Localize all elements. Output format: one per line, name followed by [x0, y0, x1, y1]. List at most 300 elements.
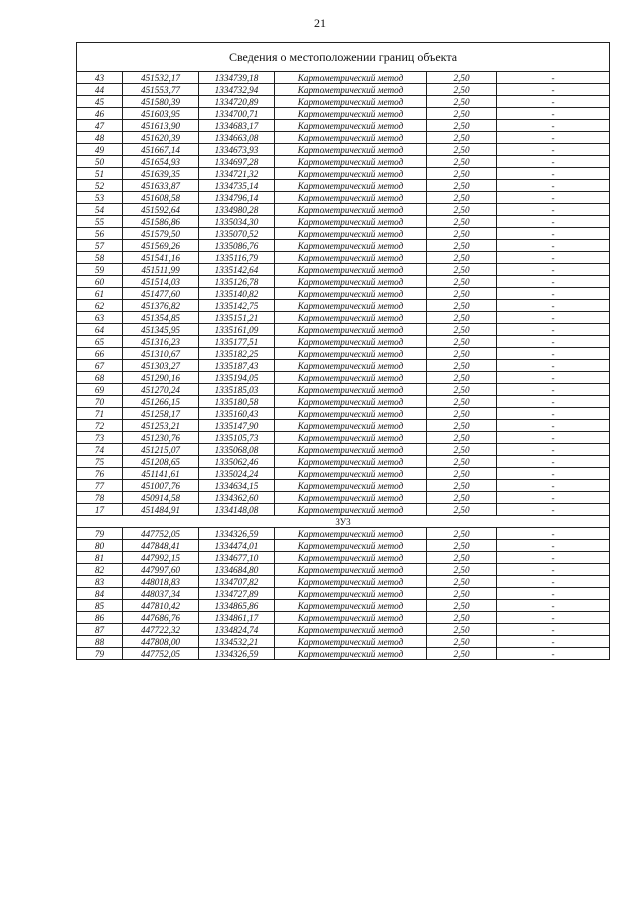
point-number-cell: 68	[77, 372, 123, 384]
accuracy-cell: 2,50	[427, 552, 497, 564]
table-body	[77, 72, 610, 660]
table-row	[77, 324, 610, 336]
description-cell: -	[497, 396, 610, 408]
table-row	[77, 420, 610, 432]
method-cell: Картометрический метод	[275, 384, 427, 396]
point-number-cell: 59	[77, 264, 123, 276]
accuracy-cell: 2,50	[427, 612, 497, 624]
description-cell: -	[497, 612, 610, 624]
description-cell: -	[497, 144, 610, 156]
method-cell: Картометрический метод	[275, 432, 427, 444]
y-coordinate-cell: 1335194,05	[199, 372, 275, 384]
y-coordinate-cell: 1335147,90	[199, 420, 275, 432]
description-cell: -	[497, 648, 610, 660]
y-coordinate-cell: 1335161,09	[199, 324, 275, 336]
point-number-cell: 73	[77, 432, 123, 444]
method-cell: Картометрический метод	[275, 504, 427, 516]
method-cell: Картометрический метод	[275, 204, 427, 216]
y-coordinate-cell: 1335185,03	[199, 384, 275, 396]
description-cell: -	[497, 252, 610, 264]
description-cell: -	[497, 444, 610, 456]
point-number-cell: 46	[77, 108, 123, 120]
x-coordinate-cell: 451345,95	[123, 324, 199, 336]
table-row	[77, 120, 610, 132]
point-number-cell: 52	[77, 180, 123, 192]
point-number-cell: 56	[77, 228, 123, 240]
x-coordinate-cell: 451215,07	[123, 444, 199, 456]
method-cell: Картометрический метод	[275, 588, 427, 600]
y-coordinate-cell: 1335160,43	[199, 408, 275, 420]
x-coordinate-cell: 451511,99	[123, 264, 199, 276]
method-cell: Картометрический метод	[275, 168, 427, 180]
description-cell: -	[497, 564, 610, 576]
x-coordinate-cell: 451266,15	[123, 396, 199, 408]
y-coordinate-cell: 1334634,15	[199, 480, 275, 492]
x-coordinate-cell: 451579,50	[123, 228, 199, 240]
description-cell: -	[497, 372, 610, 384]
table-row	[77, 312, 610, 324]
y-coordinate-cell: 1335151,21	[199, 312, 275, 324]
point-number-cell: 72	[77, 420, 123, 432]
method-cell: Картометрический метод	[275, 408, 427, 420]
point-number-cell: 79	[77, 648, 123, 660]
x-coordinate-cell: 451484,91	[123, 504, 199, 516]
method-cell: Картометрический метод	[275, 72, 427, 84]
point-number-cell: 43	[77, 72, 123, 84]
table-row	[77, 360, 610, 372]
x-coordinate-cell: 451608,58	[123, 192, 199, 204]
x-coordinate-cell: 451477,60	[123, 288, 199, 300]
point-number-cell: 76	[77, 468, 123, 480]
description-cell: -	[497, 132, 610, 144]
description-cell: -	[497, 276, 610, 288]
table-row	[77, 264, 610, 276]
description-cell: -	[497, 348, 610, 360]
accuracy-cell: 2,50	[427, 144, 497, 156]
method-cell: Картометрический метод	[275, 96, 427, 108]
accuracy-cell: 2,50	[427, 456, 497, 468]
accuracy-cell: 2,50	[427, 156, 497, 168]
accuracy-cell: 2,50	[427, 228, 497, 240]
point-number-cell: 67	[77, 360, 123, 372]
method-cell: Картометрический метод	[275, 492, 427, 504]
point-number-cell: 48	[77, 132, 123, 144]
method-cell: Картометрический метод	[275, 144, 427, 156]
x-coordinate-cell: 451310,67	[123, 348, 199, 360]
table-row	[77, 624, 610, 636]
description-cell: -	[497, 552, 610, 564]
table-row	[77, 576, 610, 588]
accuracy-cell: 2,50	[427, 576, 497, 588]
method-cell: Картометрический метод	[275, 528, 427, 540]
point-number-cell: 66	[77, 348, 123, 360]
table-row	[77, 228, 610, 240]
x-coordinate-cell: 451654,93	[123, 156, 199, 168]
table-row	[77, 180, 610, 192]
x-coordinate-cell: 451541,16	[123, 252, 199, 264]
table-row	[77, 504, 610, 516]
method-cell: Картометрический метод	[275, 444, 427, 456]
description-cell: -	[497, 300, 610, 312]
method-cell: Картометрический метод	[275, 240, 427, 252]
section-row	[77, 516, 610, 528]
y-coordinate-cell: 1334824,74	[199, 624, 275, 636]
point-number-cell: 62	[77, 300, 123, 312]
x-coordinate-cell: 451354,85	[123, 312, 199, 324]
method-cell: Картометрический метод	[275, 372, 427, 384]
table-row	[77, 192, 610, 204]
y-coordinate-cell: 1334707,82	[199, 576, 275, 588]
point-number-cell: 70	[77, 396, 123, 408]
accuracy-cell: 2,50	[427, 216, 497, 228]
table-row	[77, 588, 610, 600]
x-coordinate-cell: 451620,39	[123, 132, 199, 144]
y-coordinate-cell: 1335068,08	[199, 444, 275, 456]
y-coordinate-cell: 1334683,17	[199, 120, 275, 132]
page-number: 21	[314, 16, 326, 30]
method-cell: Картометрический метод	[275, 336, 427, 348]
accuracy-cell: 2,50	[427, 288, 497, 300]
accuracy-cell: 2,50	[427, 636, 497, 648]
x-coordinate-cell: 447752,05	[123, 528, 199, 540]
accuracy-cell: 2,50	[427, 504, 497, 516]
point-number-cell: 51	[77, 168, 123, 180]
description-cell: -	[497, 588, 610, 600]
table-row	[77, 132, 610, 144]
x-coordinate-cell: 451141,61	[123, 468, 199, 480]
point-number-cell: 57	[77, 240, 123, 252]
point-number-cell: 83	[77, 576, 123, 588]
table-row	[77, 144, 610, 156]
y-coordinate-cell: 1334326,59	[199, 648, 275, 660]
y-coordinate-cell: 1334735,14	[199, 180, 275, 192]
y-coordinate-cell: 1335142,64	[199, 264, 275, 276]
accuracy-cell: 2,50	[427, 312, 497, 324]
accuracy-cell: 2,50	[427, 336, 497, 348]
point-number-cell: 79	[77, 528, 123, 540]
description-cell: -	[497, 420, 610, 432]
point-number-cell: 50	[77, 156, 123, 168]
accuracy-cell: 2,50	[427, 300, 497, 312]
description-cell: -	[497, 336, 610, 348]
accuracy-cell: 2,50	[427, 468, 497, 480]
method-cell: Картометрический метод	[275, 540, 427, 552]
y-coordinate-cell: 1335116,79	[199, 252, 275, 264]
x-coordinate-cell: 451007,76	[123, 480, 199, 492]
y-coordinate-cell: 1334700,71	[199, 108, 275, 120]
table-row	[77, 216, 610, 228]
description-cell: -	[497, 324, 610, 336]
table-row	[77, 276, 610, 288]
description-cell: -	[497, 456, 610, 468]
description-cell: -	[497, 528, 610, 540]
y-coordinate-cell: 1334697,28	[199, 156, 275, 168]
accuracy-cell: 2,50	[427, 420, 497, 432]
description-cell: -	[497, 108, 610, 120]
x-coordinate-cell: 451316,23	[123, 336, 199, 348]
x-coordinate-cell: 451569,26	[123, 240, 199, 252]
y-coordinate-cell: 1335062,46	[199, 456, 275, 468]
description-cell: -	[497, 180, 610, 192]
method-cell: Картометрический метод	[275, 420, 427, 432]
point-number-cell: 63	[77, 312, 123, 324]
accuracy-cell: 2,50	[427, 324, 497, 336]
x-coordinate-cell: 447810,42	[123, 600, 199, 612]
description-cell: -	[497, 120, 610, 132]
accuracy-cell: 2,50	[427, 540, 497, 552]
table-row	[77, 84, 610, 96]
method-cell: Картометрический метод	[275, 264, 427, 276]
accuracy-cell: 2,50	[427, 384, 497, 396]
method-cell: Картометрический метод	[275, 120, 427, 132]
accuracy-cell: 2,50	[427, 360, 497, 372]
method-cell: Картометрический метод	[275, 648, 427, 660]
y-coordinate-cell: 1335024,24	[199, 468, 275, 480]
method-cell: Картометрический метод	[275, 348, 427, 360]
y-coordinate-cell: 1335034,30	[199, 216, 275, 228]
accuracy-cell: 2,50	[427, 408, 497, 420]
table-row	[77, 252, 610, 264]
accuracy-cell: 2,50	[427, 264, 497, 276]
method-cell: Картометрический метод	[275, 156, 427, 168]
point-number-cell: 64	[77, 324, 123, 336]
x-coordinate-cell: 447997,60	[123, 564, 199, 576]
description-cell: -	[497, 624, 610, 636]
point-number-cell: 84	[77, 588, 123, 600]
point-number-cell: 74	[77, 444, 123, 456]
point-number-cell: 17	[77, 504, 123, 516]
x-coordinate-cell: 451613,90	[123, 120, 199, 132]
table-row	[77, 456, 610, 468]
method-cell: Картометрический метод	[275, 468, 427, 480]
x-coordinate-cell: 447722,32	[123, 624, 199, 636]
table-row	[77, 540, 610, 552]
table-row	[77, 612, 610, 624]
y-coordinate-cell: 1334362,60	[199, 492, 275, 504]
point-number-cell: 65	[77, 336, 123, 348]
y-coordinate-cell: 1334677,10	[199, 552, 275, 564]
table-row	[77, 396, 610, 408]
y-coordinate-cell: 1334474,01	[199, 540, 275, 552]
description-cell: -	[497, 216, 610, 228]
method-cell: Картометрический метод	[275, 300, 427, 312]
x-coordinate-cell: 451553,77	[123, 84, 199, 96]
y-coordinate-cell: 1334326,59	[199, 528, 275, 540]
method-cell: Картометрический метод	[275, 132, 427, 144]
description-cell: -	[497, 540, 610, 552]
accuracy-cell: 2,50	[427, 276, 497, 288]
table-row	[77, 480, 610, 492]
method-cell: Картометрический метод	[275, 288, 427, 300]
y-coordinate-cell: 1334684,80	[199, 564, 275, 576]
point-number-cell: 58	[77, 252, 123, 264]
table-row	[77, 528, 610, 540]
x-coordinate-cell: 451514,03	[123, 276, 199, 288]
y-coordinate-cell: 1335140,82	[199, 288, 275, 300]
table-row	[77, 168, 610, 180]
table-row	[77, 636, 610, 648]
x-coordinate-cell: 451667,14	[123, 144, 199, 156]
accuracy-cell: 2,50	[427, 120, 497, 132]
point-number-cell: 47	[77, 120, 123, 132]
table-title: Сведения о местоположении границ объекта	[77, 43, 610, 72]
y-coordinate-cell: 1335105,73	[199, 432, 275, 444]
table-row	[77, 444, 610, 456]
point-number-cell: 55	[77, 216, 123, 228]
table-row	[77, 96, 610, 108]
y-coordinate-cell: 1334720,89	[199, 96, 275, 108]
point-number-cell: 49	[77, 144, 123, 156]
description-cell: -	[497, 192, 610, 204]
y-coordinate-cell: 1334721,32	[199, 168, 275, 180]
description-cell: -	[497, 72, 610, 84]
point-number-cell: 54	[77, 204, 123, 216]
x-coordinate-cell: 447848,41	[123, 540, 199, 552]
method-cell: Картометрический метод	[275, 252, 427, 264]
table-row	[77, 348, 610, 360]
y-coordinate-cell: 1334796,14	[199, 192, 275, 204]
table-row	[77, 564, 610, 576]
point-number-cell: 53	[77, 192, 123, 204]
accuracy-cell: 2,50	[427, 396, 497, 408]
accuracy-cell: 2,50	[427, 204, 497, 216]
table-row	[77, 492, 610, 504]
x-coordinate-cell: 447992,15	[123, 552, 199, 564]
description-cell: -	[497, 204, 610, 216]
accuracy-cell: 2,50	[427, 444, 497, 456]
y-coordinate-cell: 1334148,08	[199, 504, 275, 516]
method-cell: Картометрический метод	[275, 228, 427, 240]
accuracy-cell: 2,50	[427, 432, 497, 444]
method-cell: Картометрический метод	[275, 84, 427, 96]
y-coordinate-cell: 1334532,21	[199, 636, 275, 648]
point-number-cell: 69	[77, 384, 123, 396]
description-cell: -	[497, 576, 610, 588]
point-number-cell: 75	[77, 456, 123, 468]
boundary-table	[76, 42, 610, 660]
accuracy-cell: 2,50	[427, 348, 497, 360]
x-coordinate-cell: 451633,87	[123, 180, 199, 192]
point-number-cell: 80	[77, 540, 123, 552]
x-coordinate-cell: 451253,21	[123, 420, 199, 432]
point-number-cell: 60	[77, 276, 123, 288]
x-coordinate-cell: 451376,82	[123, 300, 199, 312]
table-row	[77, 408, 610, 420]
description-cell: -	[497, 240, 610, 252]
accuracy-cell: 2,50	[427, 492, 497, 504]
point-number-cell: 71	[77, 408, 123, 420]
description-cell: -	[497, 408, 610, 420]
table-row	[77, 648, 610, 660]
table-row	[77, 384, 610, 396]
description-cell: -	[497, 312, 610, 324]
y-coordinate-cell: 1335182,25	[199, 348, 275, 360]
table-row	[77, 300, 610, 312]
accuracy-cell: 2,50	[427, 564, 497, 576]
table-row	[77, 240, 610, 252]
x-coordinate-cell: 451592,64	[123, 204, 199, 216]
y-coordinate-cell: 1334861,17	[199, 612, 275, 624]
point-number-cell: 88	[77, 636, 123, 648]
table-row	[77, 432, 610, 444]
y-coordinate-cell: 1334727,89	[199, 588, 275, 600]
y-coordinate-cell: 1335180,58	[199, 396, 275, 408]
description-cell: -	[497, 600, 610, 612]
point-number-cell: 85	[77, 600, 123, 612]
method-cell: Картометрический метод	[275, 612, 427, 624]
method-cell: Картометрический метод	[275, 360, 427, 372]
method-cell: Картометрический метод	[275, 480, 427, 492]
method-cell: Картометрический метод	[275, 276, 427, 288]
y-coordinate-cell: 1335126,78	[199, 276, 275, 288]
point-number-cell: 78	[77, 492, 123, 504]
method-cell: Картометрический метод	[275, 624, 427, 636]
description-cell: -	[497, 84, 610, 96]
x-coordinate-cell: 451532,17	[123, 72, 199, 84]
method-cell: Картометрический метод	[275, 192, 427, 204]
description-cell: -	[497, 228, 610, 240]
accuracy-cell: 2,50	[427, 132, 497, 144]
y-coordinate-cell: 1335070,52	[199, 228, 275, 240]
description-cell: -	[497, 432, 610, 444]
y-coordinate-cell: 1334663,08	[199, 132, 275, 144]
description-cell: -	[497, 636, 610, 648]
accuracy-cell: 2,50	[427, 168, 497, 180]
method-cell: Картометрический метод	[275, 576, 427, 588]
x-coordinate-cell: 451290,16	[123, 372, 199, 384]
method-cell: Картометрический метод	[275, 312, 427, 324]
x-coordinate-cell: 447752,05	[123, 648, 199, 660]
accuracy-cell: 2,50	[427, 480, 497, 492]
y-coordinate-cell: 1334673,93	[199, 144, 275, 156]
point-number-cell: 44	[77, 84, 123, 96]
accuracy-cell: 2,50	[427, 240, 497, 252]
accuracy-cell: 2,50	[427, 588, 497, 600]
x-coordinate-cell: 450914,58	[123, 492, 199, 504]
table-row	[77, 468, 610, 480]
accuracy-cell: 2,50	[427, 192, 497, 204]
point-number-cell: 87	[77, 624, 123, 636]
x-coordinate-cell: 448037,34	[123, 588, 199, 600]
table-row	[77, 204, 610, 216]
table-row	[77, 108, 610, 120]
method-cell: Картометрический метод	[275, 552, 427, 564]
y-coordinate-cell: 1335142,75	[199, 300, 275, 312]
description-cell: -	[497, 288, 610, 300]
accuracy-cell: 2,50	[427, 624, 497, 636]
x-coordinate-cell: 451303,27	[123, 360, 199, 372]
y-coordinate-cell: 1335177,51	[199, 336, 275, 348]
point-number-cell: 61	[77, 288, 123, 300]
method-cell: Картометрический метод	[275, 216, 427, 228]
y-coordinate-cell: 1334980,28	[199, 204, 275, 216]
accuracy-cell: 2,50	[427, 648, 497, 660]
x-coordinate-cell: 451258,17	[123, 408, 199, 420]
table-row	[77, 372, 610, 384]
accuracy-cell: 2,50	[427, 96, 497, 108]
description-cell: -	[497, 264, 610, 276]
method-cell: Картометрический метод	[275, 564, 427, 576]
description-cell: -	[497, 156, 610, 168]
point-number-cell: 77	[77, 480, 123, 492]
description-cell: -	[497, 168, 610, 180]
table-row	[77, 156, 610, 168]
method-cell: Картометрический метод	[275, 324, 427, 336]
x-coordinate-cell: 451639,35	[123, 168, 199, 180]
x-coordinate-cell: 451580,39	[123, 96, 199, 108]
accuracy-cell: 2,50	[427, 600, 497, 612]
accuracy-cell: 2,50	[427, 84, 497, 96]
